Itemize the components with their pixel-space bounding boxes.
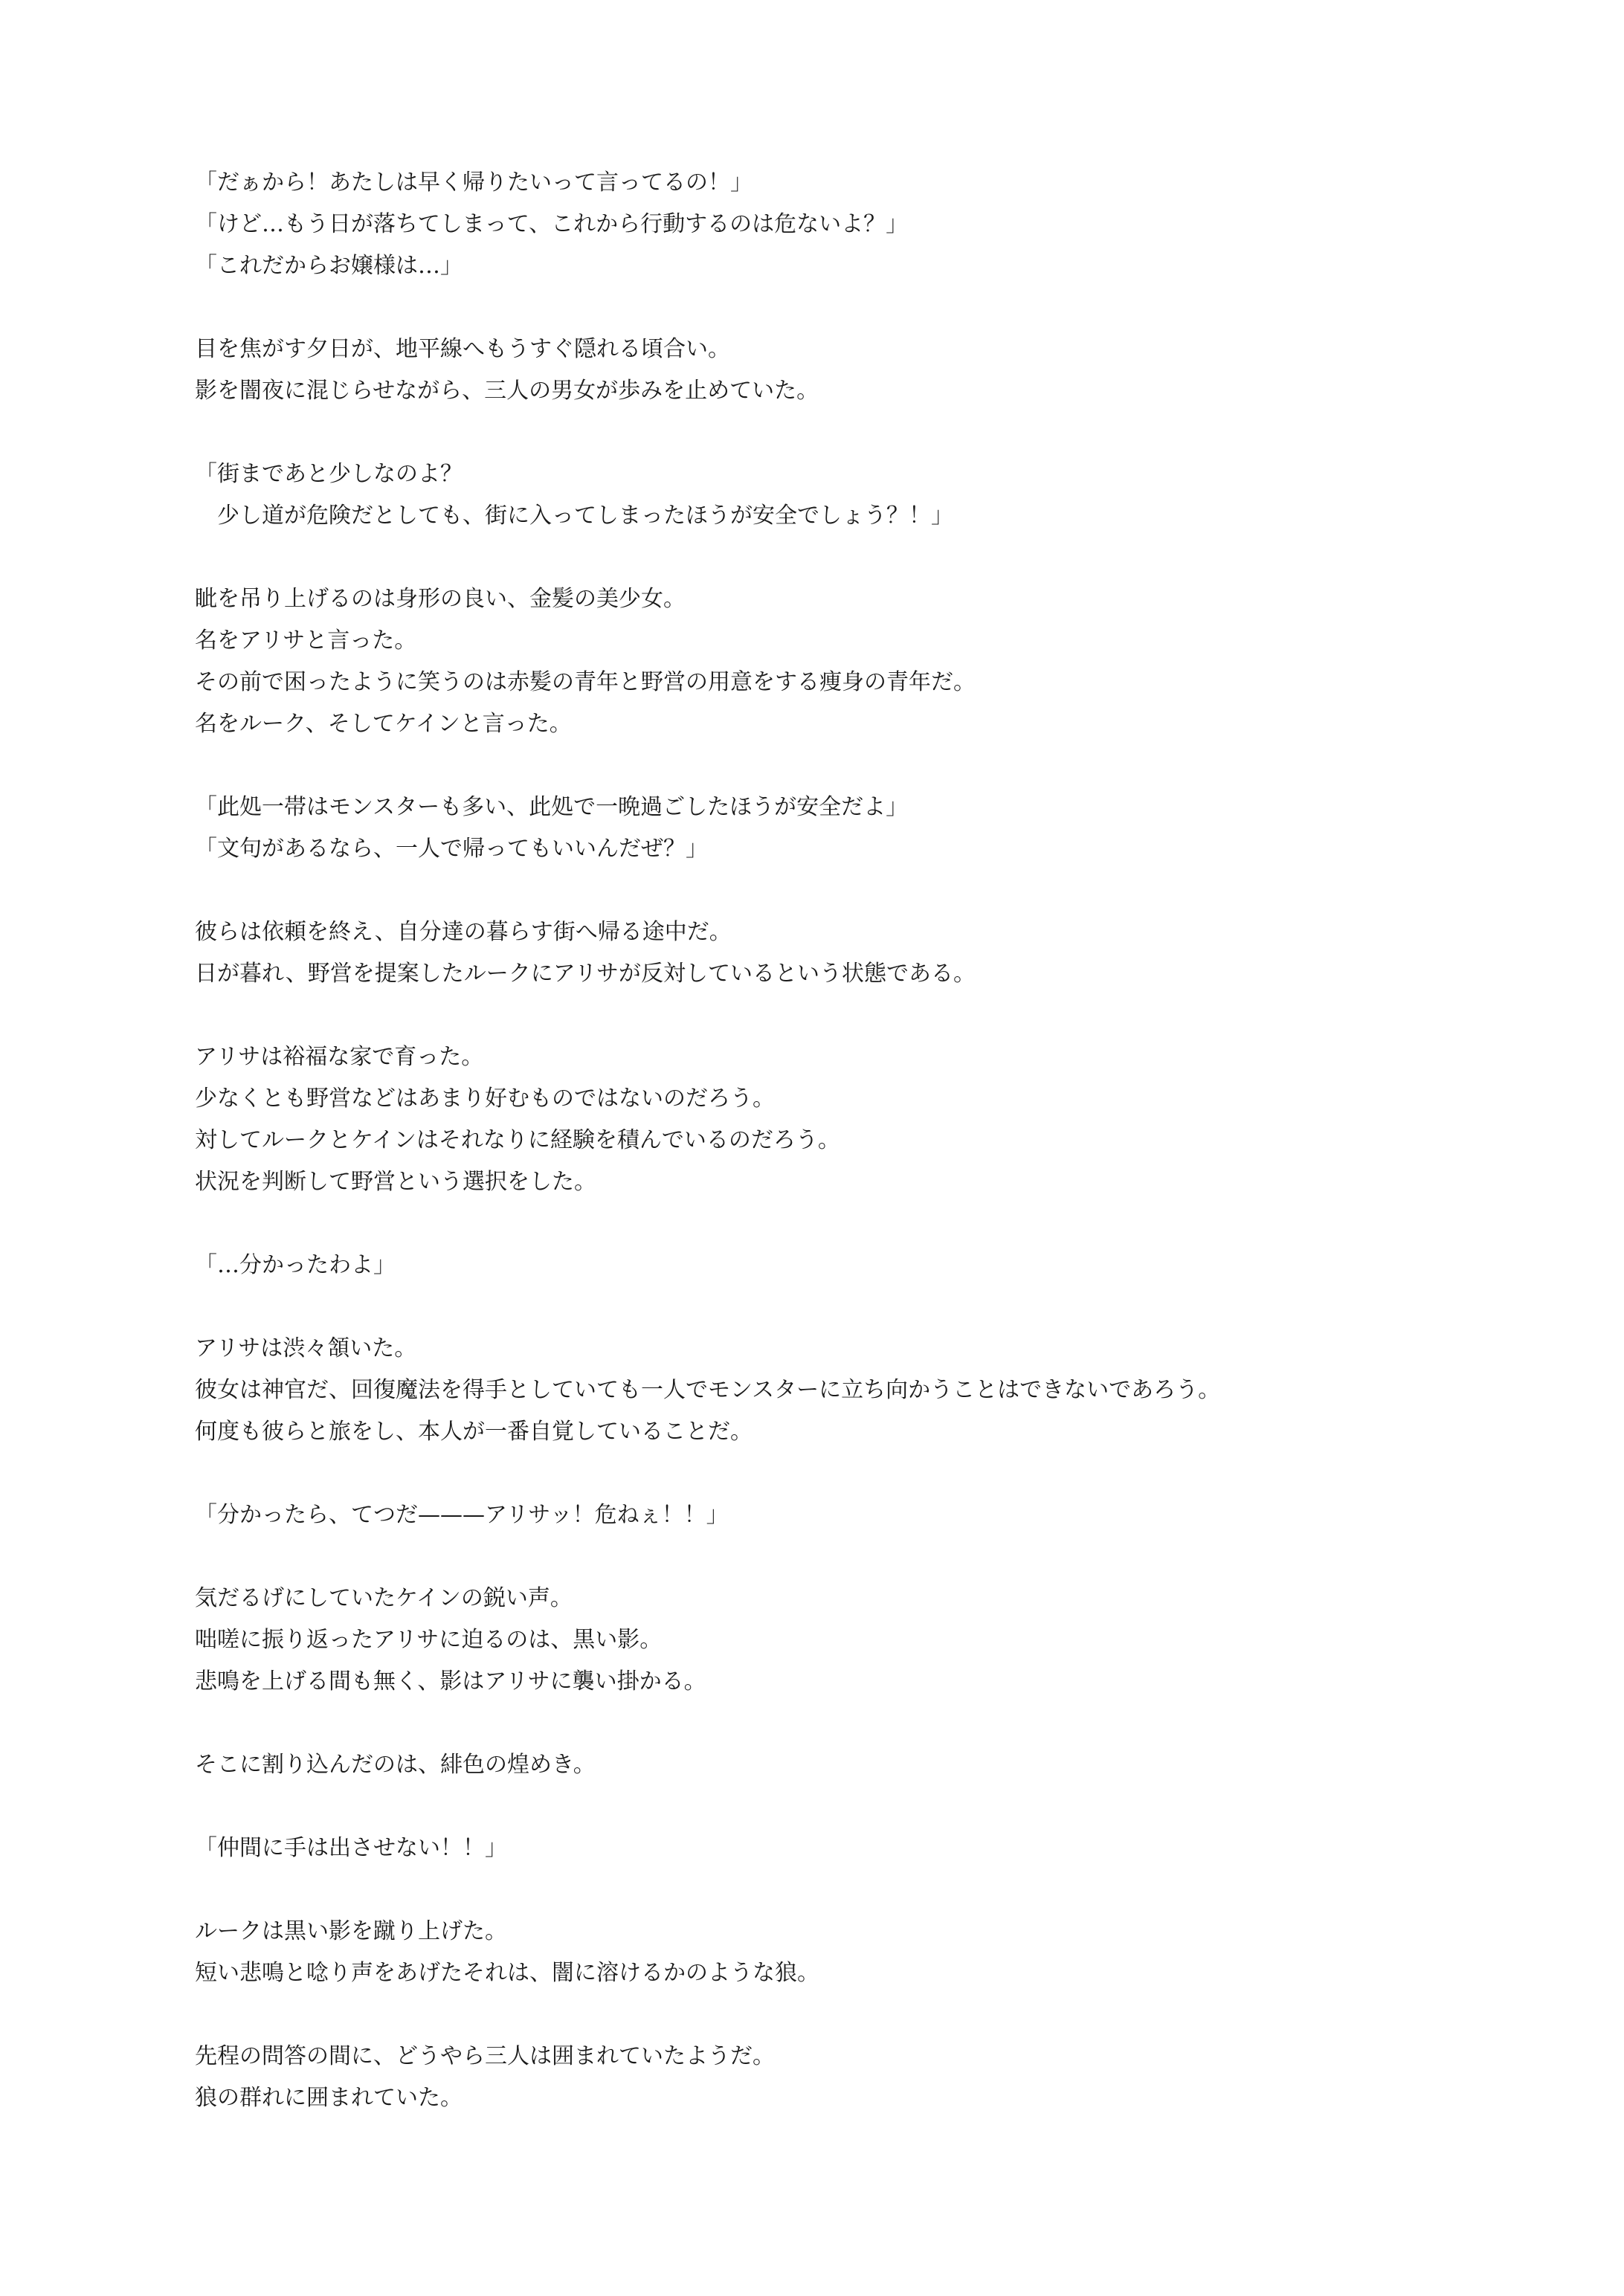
blank-line [195,1869,1548,1911]
blank-line [195,1203,1548,1245]
blank-line [195,1786,1548,1828]
text-line: 少なくとも野営などはあまり好むものではないのだろう。 [195,1086,775,1112]
text-line: 「けど…もう日が落ちてしまって、これから行動するのは危ないよ？」 [195,211,909,237]
text-line: 「これだからお嬢様は…」 [195,253,463,279]
text-line: 対してルークとケインはそれなりに経験を積んでいるのだろう。 [195,1127,840,1153]
text-line: 名をルーク、そしてケインと言った。 [195,711,572,737]
text-line: 「分かったら、てつだ———アリサッ！危ねぇ！！」 [195,1502,729,1528]
blank-line [195,995,1548,1036]
text-line: 先程の問答の間に、どうやら三人は囲まれていたようだ。 [195,2043,775,2069]
text-line: アリサは渋々頷いた。 [195,1335,417,1361]
text-line: 狼の群れに囲まれていた。 [195,2085,463,2111]
text-line: 名をアリサと言った。 [195,628,417,654]
text-line: 短い悲鳴と唸り声をあげたそれは、闇に溶けるかのような狼。 [195,1960,819,1986]
text-line: 「…分かったわよ」 [195,1252,396,1278]
text-line: その前で困ったように笑うのは赤髪の青年と野営の用意をする痩身の青年だ。 [195,669,976,695]
document-page [195,162,1548,2119]
text-line: 日が暮れ、野営を提案したルークにアリサが反対しているという状態である。 [195,961,976,987]
text-line: 少し道が危険だとしても、街に入ってしまったほうが安全でしょう？！」 [195,503,953,529]
blank-line [195,537,1548,578]
text-line: 「此処一帯はモンスターも多い、此処で一晩過ごしたほうが安全だよ」 [195,794,909,820]
text-line: 「仲間に手は出させない！！」 [195,1835,507,1861]
blank-line [195,1703,1548,1744]
blank-line [195,1286,1548,1328]
text-line: 彼女は神官だ、回復魔法を得手としていても一人でモンスターに立ち向かうことはできないであろう。 [195,1377,1221,1403]
blank-line [195,287,1548,329]
text-line: アリサは裕福な家で育った。 [195,1044,484,1070]
blank-line [195,412,1548,454]
blank-line [195,1536,1548,1578]
text-line: 「文句があるなら、一人で帰ってもいいんだぜ？」 [195,836,708,862]
text-line: 影を闇夜に混じらせながら、三人の男女が歩みを止めていた。 [195,378,819,404]
text-line: 気だるげにしていたケインの鋭い声。 [195,1585,573,1611]
text-line: 彼らは依頼を終え、自分達の暮らす街へ帰る途中だ。 [195,919,732,945]
blank-line [195,1994,1548,2036]
text-line: 目を焦がす夕日が、地平線へもうすぐ隠れる頃合い。 [195,336,730,362]
text-line: そこに割り込んだのは、緋色の煌めき。 [195,1752,596,1778]
blank-line [195,1453,1548,1494]
text-line: 「だぁから！あたしは早く帰りたいって言ってるの！」 [195,170,753,196]
blank-line [195,870,1548,912]
text-line: 咄嗟に振り返ったアリサに迫るのは、黒い影。 [195,1627,663,1653]
text-line: 「街まであと少しなのよ？ [195,461,463,487]
text-line: 状況を判断して野営という選択をした。 [195,1169,596,1195]
text-line: 悲鳴を上げる間も無く、影はアリサに襲い掛かる。 [195,1668,706,1694]
text-line: 何度も彼らと旅をし、本人が一番自覚していることだ。 [195,1419,753,1445]
blank-line [195,745,1548,787]
text-line: 眦を吊り上げるのは身形の良い、金髪の美少女。 [195,586,686,612]
text-line: ルークは黒い影を蹴り上げた。 [195,1918,507,1944]
